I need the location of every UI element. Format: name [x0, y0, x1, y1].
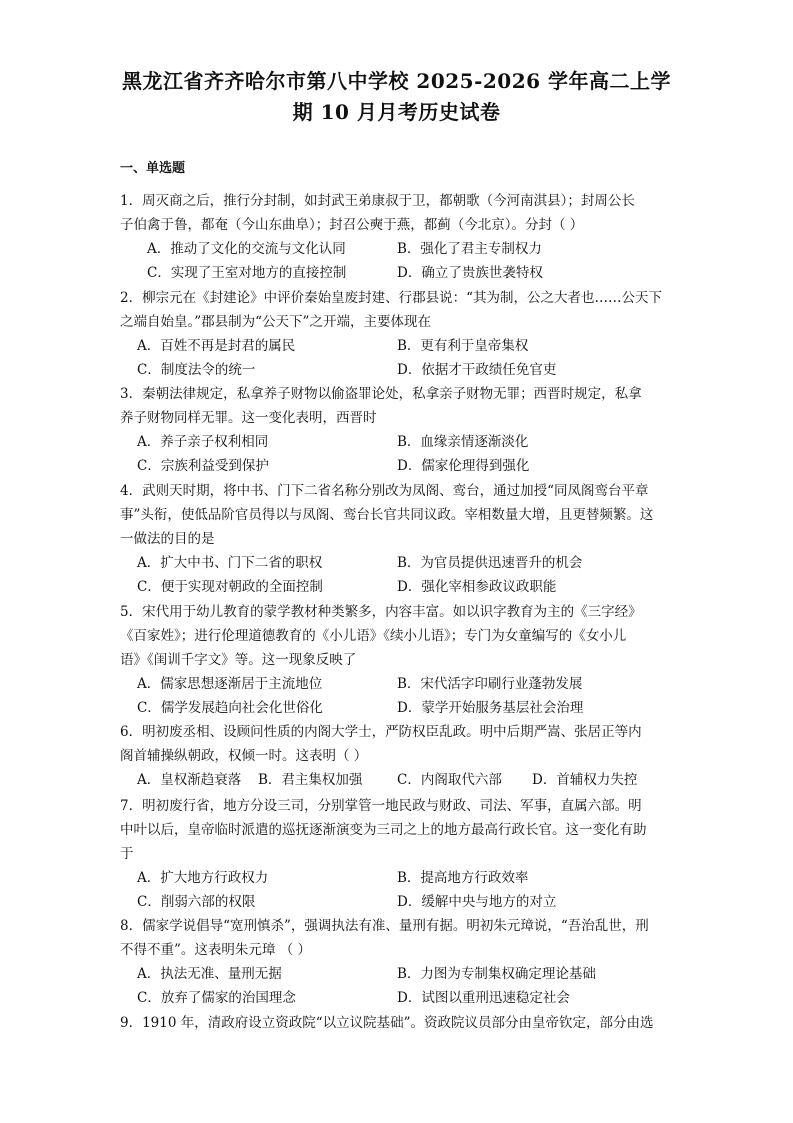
q5-option-d: D．蒙学开始服务基层社会治理	[397, 700, 584, 716]
q2-stem-line-2: 之端自始皇。”郡县制为“公天下”之开端，主要体现在	[120, 314, 431, 330]
q1-option-c: C．实现了王室对地方的直接控制	[147, 265, 347, 281]
q4-option-c: C．便于实现对朝政的全面控制	[137, 579, 323, 595]
q8-option-b: B．力图为专制集权确定理论基础	[397, 966, 596, 982]
q7-option-d: D．缓解中央与地方的对立	[397, 894, 557, 910]
q6-stem-line-1: 6．明初废丞相、设顾问性质的内阁大学士，严防权臣乱政。明中后期严嵩、张居正等内	[120, 724, 642, 740]
section-heading: 一、单选题	[120, 161, 186, 176]
exam-title-line-2: 期 10 月月考历史试卷	[292, 100, 501, 124]
q1-option-a: A．推动了文化的交流与文化认同	[147, 241, 346, 257]
q3-option-c: C．宗族利益受到保护	[137, 458, 269, 474]
q6-option-c: C．内阁取代六部	[397, 772, 502, 788]
q6-option-a: A．皇权渐趋衰落	[137, 772, 242, 788]
q6-option-b: B．君主集权加强	[258, 772, 363, 788]
q3-option-b: B．血缘亲情逐渐淡化	[397, 434, 529, 450]
q5-option-c: C．儒学发展趋向社会化世俗化	[137, 700, 323, 716]
q2-option-a: A．百姓不再是封君的属民	[137, 338, 296, 354]
q8-stem-line-1: 8．儒家学说倡导“宽刑慎杀”，强调执法有准、量刑有据。明初朱元璋说，“吾治乱世，刑	[120, 918, 649, 934]
q7-option-b: B．提高地方行政效率	[397, 870, 529, 886]
q5-stem-line-1: 5．宋代用于幼儿教育的蒙学教材种类繁多，内容丰富。如以识字教育为主的《三字经》	[120, 604, 642, 620]
q6-stem-line-2: 阁首辅操纵朝政，权倾一时。这表明（ ）	[120, 748, 368, 764]
q5-option-a: A．儒家思想逐渐居于主流地位	[137, 676, 323, 692]
q7-option-c: C．削弱六部的权限	[137, 894, 256, 910]
q4-option-d: D．强化宰相参政议政职能	[397, 579, 557, 595]
q8-option-c: C．放弃了儒家的治国理念	[137, 990, 296, 1006]
q2-option-b: B．更有利于皇帝集权	[397, 338, 529, 354]
q1-option-b: B．强化了君主专制权力	[397, 241, 542, 257]
q8-option-a: A．执法无准、量刑无据	[137, 966, 282, 982]
q4-stem-line-2: 事”头衔，使低品阶官员得以与凤阁、鸾台长官共同议政。宰相数量大增，且更替频繁。这	[120, 507, 654, 523]
q1-stem-line-2: 子伯禽于鲁，都奄（今山东曲阜）；封召公奭于燕，都蓟（今北京）。分封（ ）	[120, 217, 584, 233]
q4-stem-line-3: 一做法的目的是	[120, 531, 215, 547]
q2-option-d: D．依据才干政绩任免官吏	[397, 362, 557, 378]
q3-stem-line-2: 养子财物同样无罪。这一变化表明，西晋时	[120, 410, 377, 426]
q2-option-c: C．制度法令的统一	[137, 362, 256, 378]
q4-stem-line-1: 4．武则天时期，将中书、门下二省名称分别改为凤阁、鸾台，通过加授“同凤阁鸾台平章	[120, 483, 649, 499]
q5-option-b: B．宋代活字印刷行业蓬勃发展	[397, 676, 583, 692]
q4-option-b: B．为官员提供迅速晋升的机会	[397, 555, 583, 571]
q5-stem-line-3: 语》《闺训千字文》等。这一现象反映了	[120, 652, 357, 668]
q1-stem-line-1: 1．周灭商之后，推行分封制，如封武王弟康叔于卫，都朝歌（今河南淇县）；封周公长	[120, 193, 635, 209]
q7-option-a: A．扩大地方行政权力	[137, 870, 269, 886]
q2-stem-line-1: 2．柳宗元在《封建论》中评价秦始皇废封建、行郡县说：“其为制，公之大者也……公天下	[120, 290, 662, 306]
q8-stem-line-2: 不得不重”。这表明朱元璋 （ ）	[120, 942, 311, 958]
q9-stem-line-1: 9．1910 年，清政府设立资政院“以立议院基础”。资政院议员部分由皇帝钦定，部分由选	[120, 1015, 654, 1031]
q5-stem-line-2: 《百家姓》；进行伦理道德教育的《小儿语》《续小儿语》；专门为女童编写的《女小儿	[120, 628, 627, 644]
q8-option-d: D．试图以重刑迅速稳定社会	[397, 990, 570, 1006]
q3-stem-line-1: 3．秦朝法律规定，私拿养子财物以偷盗罪论处，私拿亲子财物无罪；西晋时规定，私拿	[120, 386, 642, 402]
q6-option-d: D．首辅权力失控	[532, 772, 638, 788]
q1-option-d: D．确立了贵族世袭特权	[397, 265, 543, 281]
q7-stem-line-1: 7．明初废行省，地方分设三司，分别掌管一地民政与财政、司法、军事，直属六部。明	[120, 798, 642, 814]
q4-option-a: A．扩大中书、门下二省的职权	[137, 555, 323, 571]
q3-option-a: A．养子亲子权利相同	[137, 434, 269, 450]
q7-stem-line-2: 中叶以后，皇帝临时派遣的巡抚逐渐演变为三司之上的地方最高行政长官。这一变化有助	[120, 822, 647, 838]
q3-option-d: D．儒家伦理得到强化	[397, 458, 530, 474]
exam-title-line-1: 黑龙江省齐齐哈尔市第八中学校 2025-2026 学年高二上学	[121, 69, 672, 93]
q7-stem-line-3: 于	[120, 846, 134, 862]
